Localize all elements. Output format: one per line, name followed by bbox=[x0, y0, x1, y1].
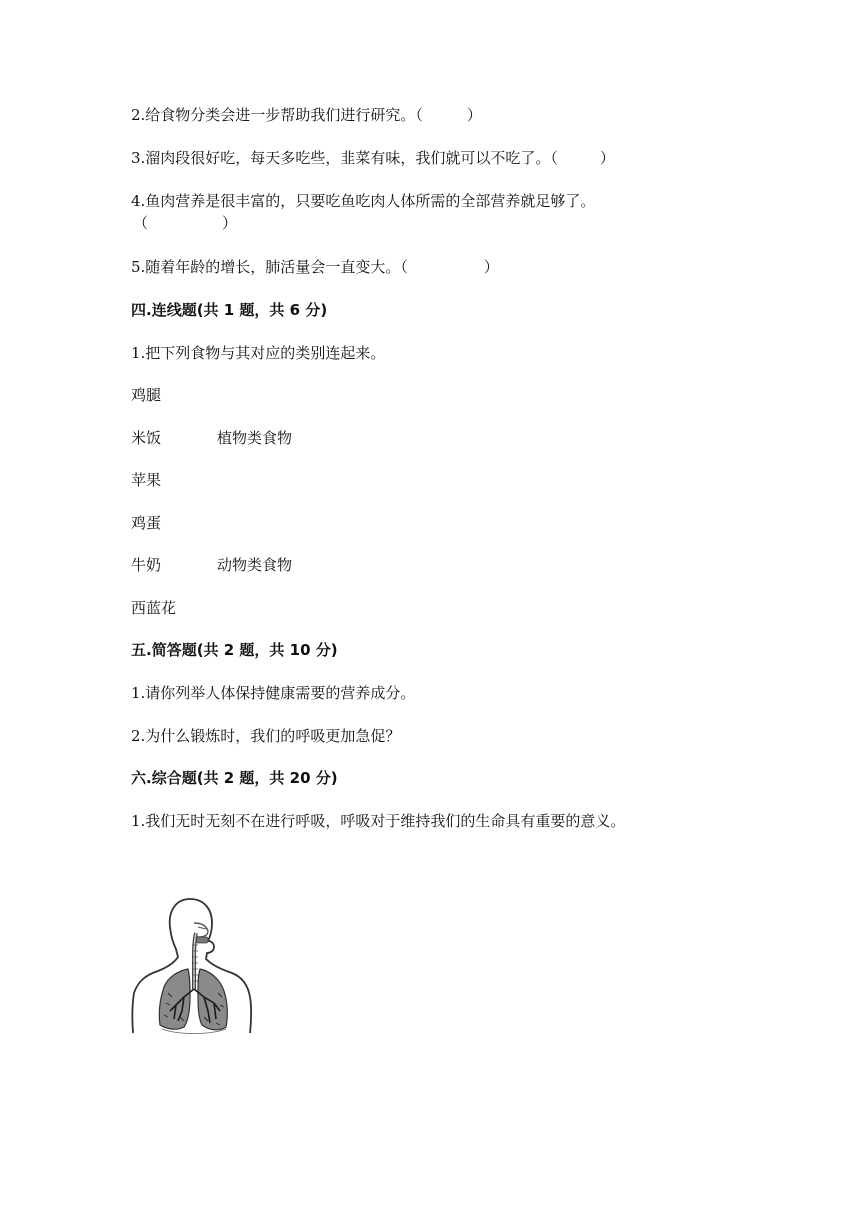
answer-open-paren: （ bbox=[400, 258, 408, 276]
category-item[interactable]: 动物类食物 bbox=[217, 556, 293, 574]
answer-close-paren: ） bbox=[466, 106, 482, 124]
question-text: 3.溜肉段很好吃，每天多吃些，韭菜有味，我们就可以不吃了。 bbox=[131, 149, 551, 167]
food-item[interactable]: 鸡蛋 bbox=[131, 514, 162, 532]
short-answer-question-2: 2.为什么锻炼时，我们的呼吸更加急促？ bbox=[131, 727, 401, 745]
food-item[interactable]: 米饭 bbox=[131, 429, 162, 447]
question-text: 5.随着年龄的增长，肺活量会一直变大。 bbox=[131, 258, 401, 276]
section-heading-matching: 四.连线题(共 1 题，共 6 分) bbox=[131, 301, 328, 319]
answer-open-paren: （ bbox=[133, 214, 149, 232]
respiratory-system-icon bbox=[128, 893, 254, 1037]
answer-close-paren: ） bbox=[483, 258, 499, 276]
food-item[interactable]: 苹果 bbox=[131, 471, 162, 489]
answer-close-paren: ） bbox=[222, 214, 238, 232]
question-text: 2.给食物分类会进一步帮助我们进行研究。 bbox=[131, 106, 416, 124]
tf-question-2 bbox=[131, 105, 482, 125]
food-item[interactable]: 鸡腿 bbox=[131, 386, 162, 404]
tf-question-4 bbox=[131, 191, 595, 211]
food-item[interactable]: 牛奶 bbox=[131, 556, 162, 574]
comprehensive-question-1: 1.我们无时无刻不在进行呼吸，呼吸对于维持我们的生命具有重要的意义。 bbox=[131, 812, 626, 830]
respiratory-system-illustration bbox=[128, 893, 254, 1037]
question-text: 4.鱼肉营养是很丰富的，只要吃鱼吃肉人体所需的全部营养就足够了。 bbox=[131, 192, 596, 210]
answer-open-paren: （ bbox=[415, 106, 423, 124]
answer-open-paren: （ bbox=[550, 149, 558, 167]
food-item[interactable]: 西蓝花 bbox=[131, 599, 177, 617]
tf-question-3 bbox=[131, 148, 615, 168]
short-answer-question-1: 1.请你列举人体保持健康需要的营养成分。 bbox=[131, 684, 416, 702]
matching-question-1: 1.把下列食物与其对应的类别连起来。 bbox=[131, 344, 386, 362]
answer-close-paren: ） bbox=[599, 149, 615, 167]
tf-question-5 bbox=[131, 257, 499, 277]
section-heading-comprehensive: 六.综合题(共 2 题，共 20 分) bbox=[131, 769, 338, 787]
section-heading-short-answer: 五.简答题(共 2 题，共 10 分) bbox=[131, 641, 338, 659]
category-item[interactable]: 植物类食物 bbox=[217, 429, 293, 447]
tf-question-4-answer bbox=[133, 213, 237, 233]
